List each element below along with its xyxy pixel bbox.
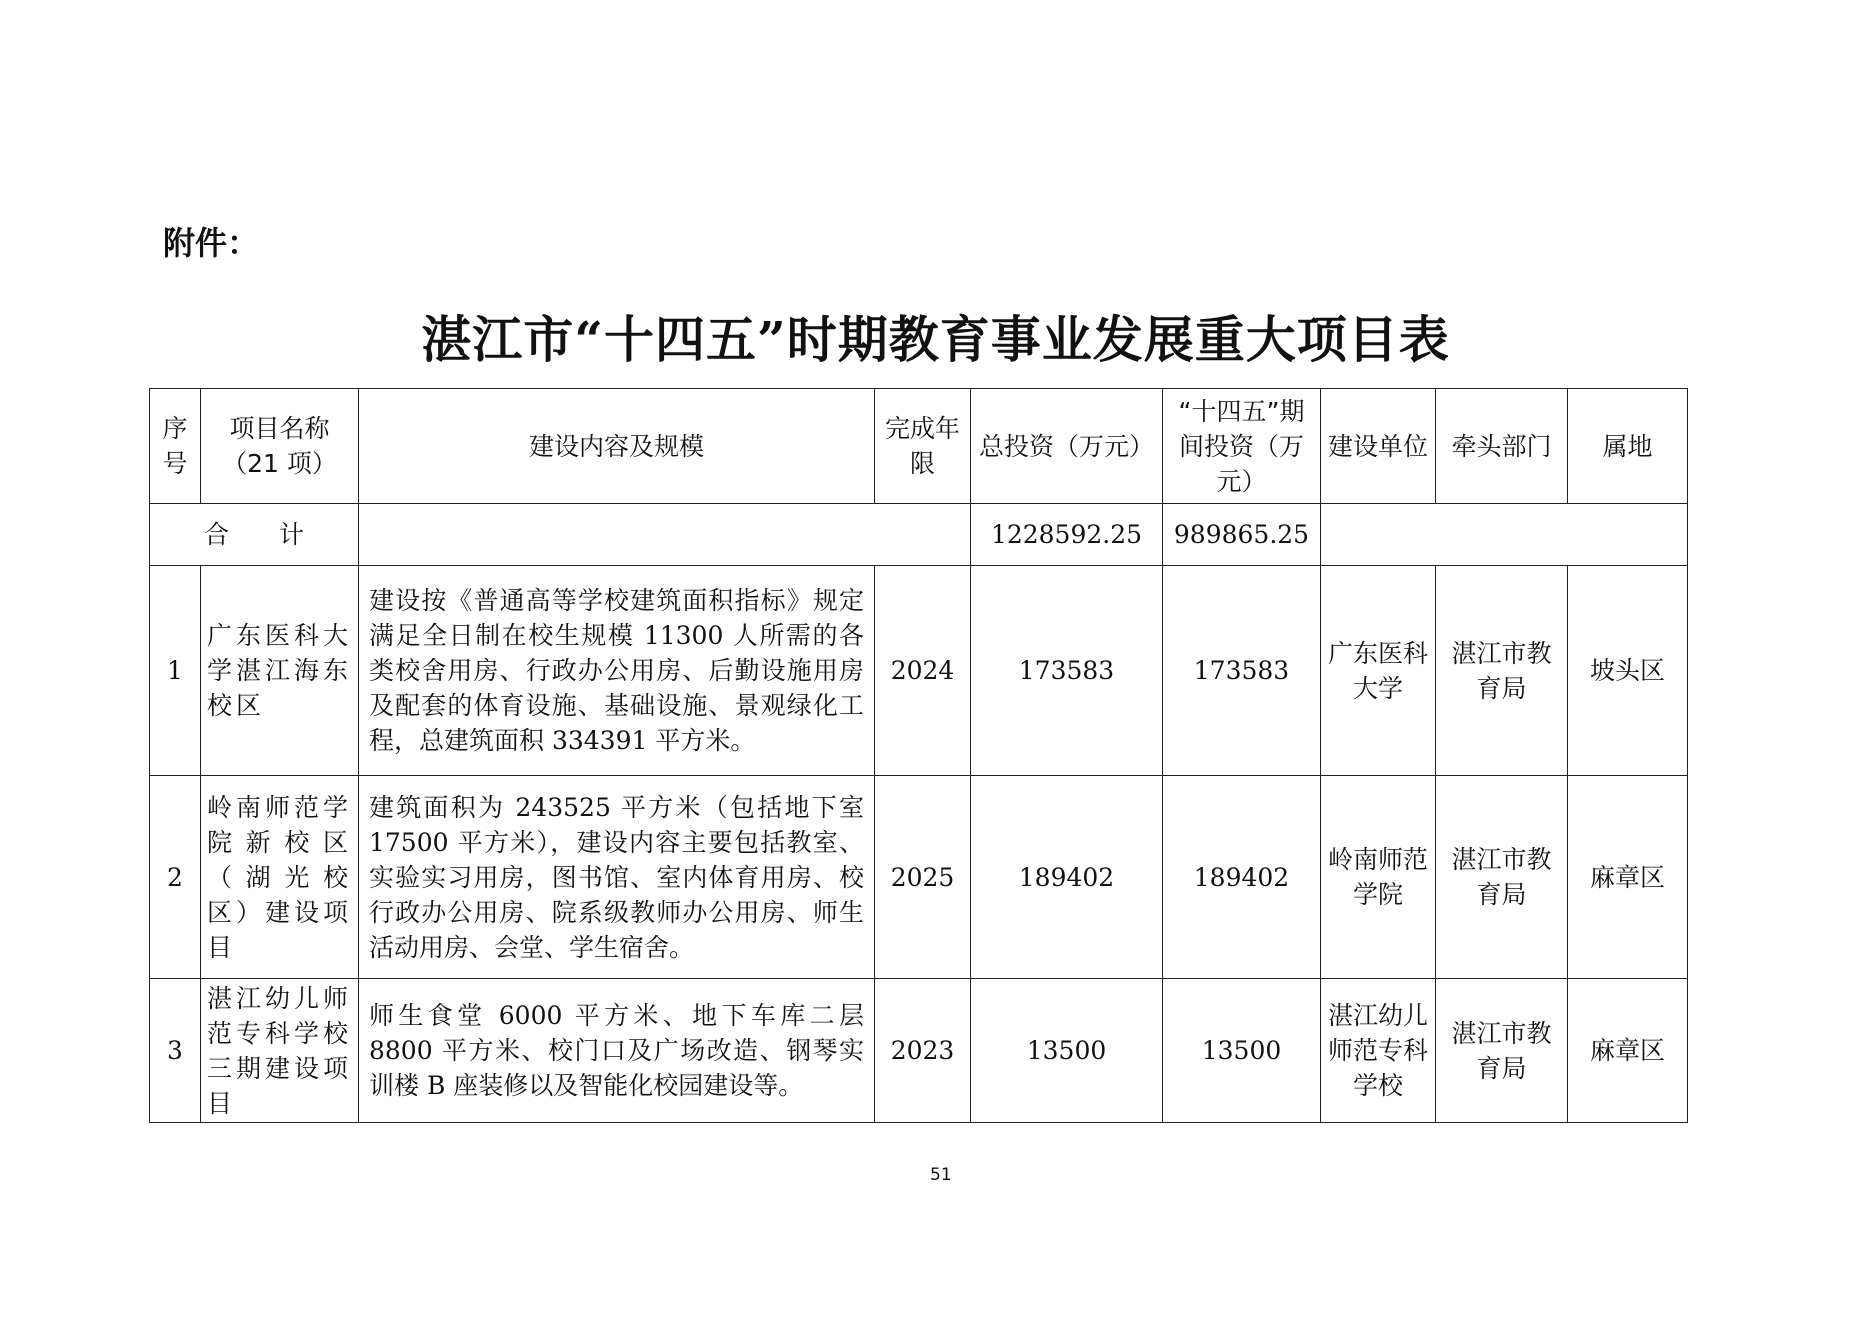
header-content: 建设内容及规模 (359, 389, 875, 504)
header-dept: 牵头部门 (1436, 389, 1568, 504)
row-dept: 湛江市教育局 (1436, 979, 1568, 1123)
total-empty (359, 504, 971, 566)
row-dept: 湛江市教育局 (1436, 776, 1568, 979)
total-period-investment: 989865.25 (1163, 504, 1321, 566)
projects-table (149, 388, 1688, 1123)
row-builder: 湛江幼儿师范专科学校 (1321, 979, 1436, 1123)
row-period: 13500 (1163, 979, 1321, 1123)
row-content: 师生食堂 6000 平方米、地下车库二层 8800 平方米、校门口及广场改造、钢琴实训楼 B 座装修以及智能化校园建设等。 (359, 979, 875, 1123)
row-name: 广东医科大学湛江海东校区 (201, 566, 359, 776)
row-period: 189402 (1163, 776, 1321, 979)
header-year: 完成年限 (875, 389, 971, 504)
attachment-label: 附件： (163, 224, 260, 262)
total-row (150, 504, 1688, 566)
document-title: 湛江市“十四五”时期教育事业发展重大项目表 (421, 310, 1450, 369)
row-location: 麻章区 (1568, 776, 1688, 979)
row-location: 麻章区 (1568, 979, 1688, 1123)
row-builder: 岭南师范学院 (1321, 776, 1436, 979)
row-dept: 湛江市教育局 (1436, 566, 1568, 776)
row-content: 建设按《普通高等学校建筑面积指标》规定满足全日制在校生规模 11300 人所需的各类校舍用房、行政办公用房、后勤设施用房及配套的体育设施、基础设施、景观绿化工程，总建筑面积 334391 平方米。 (359, 566, 875, 776)
row-year: 2023 (875, 979, 971, 1123)
row-seq: 1 (150, 566, 201, 776)
table-row (150, 979, 1688, 1123)
page-number: 51 (930, 1165, 952, 1185)
header-total: 总投资（万元） (971, 389, 1163, 504)
row-name: 湛江幼儿师范专科学校三期建设项目 (201, 979, 359, 1123)
row-seq: 2 (150, 776, 201, 979)
total-empty-right (1321, 504, 1688, 566)
total-investment: 1228592.25 (971, 504, 1163, 566)
row-total: 13500 (971, 979, 1163, 1123)
header-name: 项目名称（21 项） (201, 389, 359, 504)
row-year: 2024 (875, 566, 971, 776)
row-period: 173583 (1163, 566, 1321, 776)
header-row (150, 389, 1688, 504)
table-row (150, 566, 1688, 776)
header-period: “十四五”期间投资（万元） (1163, 389, 1321, 504)
header-builder: 建设单位 (1321, 389, 1436, 504)
row-seq: 3 (150, 979, 201, 1123)
table-row (150, 776, 1688, 979)
row-location: 坡头区 (1568, 566, 1688, 776)
header-location: 属地 (1568, 389, 1688, 504)
row-content: 建筑面积为 243525 平方米（包括地下室 17500 平方米），建设内容主要包括教室、实验实习用房，图书馆、室内体育用房、校行政办公用房、院系级教师办公用房、师生活动用房、会堂、学生宿舍。 (359, 776, 875, 979)
row-year: 2025 (875, 776, 971, 979)
header-seq: 序号 (150, 389, 201, 504)
row-builder: 广东医科大学 (1321, 566, 1436, 776)
row-total: 189402 (971, 776, 1163, 979)
row-total: 173583 (971, 566, 1163, 776)
total-label: 合 计 (150, 504, 359, 566)
row-name: 岭南师范学院新校区（湖光校区）建设项目 (201, 776, 359, 979)
